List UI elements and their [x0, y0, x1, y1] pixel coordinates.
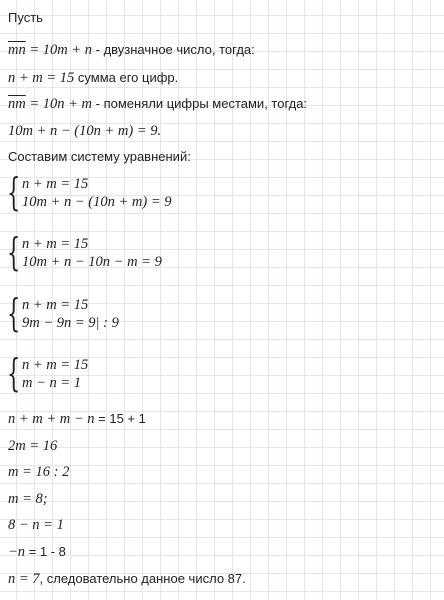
solution-step-1 — [8, 411, 146, 427]
digit-sum-line — [8, 70, 178, 86]
step-4-equation: m = 8; — [8, 491, 48, 507]
step-6-result: = 1 - 8 — [25, 544, 66, 559]
system-brace: { — [7, 230, 21, 274]
number-nm: $\overline{nm}$ — [8, 96, 26, 112]
system-brace: { — [7, 351, 21, 395]
number-mn: $\overline{mn}$ — [8, 42, 26, 58]
solution-step-5 — [8, 517, 64, 533]
system-1-equation-1: n + m = 15 — [22, 176, 89, 192]
difference-line — [8, 123, 161, 139]
system-4-equation-2: m − n = 1 — [22, 375, 82, 391]
step-2-equation: 2m = 16 — [8, 438, 58, 454]
number-mn-expression: = 10m + n — [25, 42, 93, 58]
step-6-expression: −n — [8, 544, 26, 560]
conclusion-text: , следовательно данное число 87. — [39, 571, 246, 586]
definition-nm-text: - поменяли цифры местами, тогда: — [92, 96, 308, 111]
definition-mn-text: - двузначное число, тогда: — [92, 42, 255, 57]
system-intro-text: Составим систему уравнений: — [8, 149, 191, 164]
number-nm-expression: = 10n + m — [25, 96, 93, 112]
intro-text: Пусть — [8, 10, 43, 25]
solution-step-3 — [8, 464, 69, 480]
solution-step-4 — [8, 491, 48, 507]
step-5-equation: 8 − n = 1 — [8, 517, 64, 533]
solution-step-2 — [8, 438, 57, 454]
step-1-result: = 15 + 1 — [94, 411, 146, 426]
system-2-equation-2: 10m + n − 10n − m = 9 — [22, 254, 162, 270]
step-3-equation: m = 16 : 2 — [8, 464, 70, 480]
definition-line-nm — [8, 96, 307, 112]
system-3-equation-1: n + m = 15 — [22, 297, 89, 313]
difference-equation: 10m + n − (10n + m) = 9. — [8, 123, 162, 139]
digit-sum-equation: n + m = 15 — [8, 70, 75, 86]
system-brace: { — [7, 291, 21, 335]
system-brace: { — [7, 170, 21, 214]
solution-conclusion — [8, 571, 246, 587]
solution-step-6 — [8, 544, 66, 560]
definition-line-mn — [8, 42, 255, 58]
system-1-equation-2: 10m + n − (10n + m) = 9 — [22, 194, 172, 210]
conclusion-equation: n = 7 — [8, 571, 40, 587]
step-1-expression: n + m + m − n — [8, 411, 95, 427]
system-3-equation-2: 9m − 9n = 9| : 9 — [22, 315, 119, 331]
system-4-equation-1: n + m = 15 — [22, 357, 89, 373]
system-2-equation-1: n + m = 15 — [22, 236, 89, 252]
digit-sum-text: сумма его цифр. — [74, 70, 179, 85]
